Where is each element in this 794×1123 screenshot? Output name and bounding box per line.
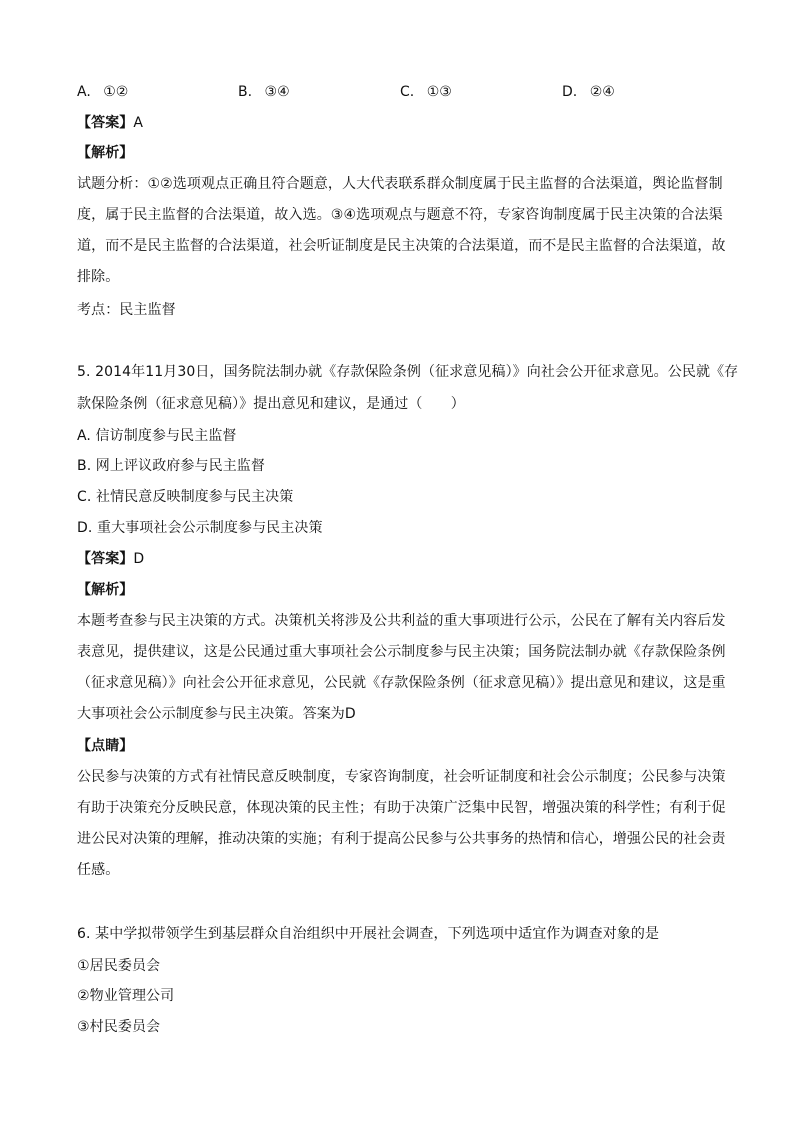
option-text: ②④: [589, 84, 615, 100]
q4-options-row: [77, 82, 737, 102]
option-text: ①③: [426, 84, 452, 100]
q5-option-a: A. 信访制度参与民主监督: [77, 428, 237, 444]
q4-analysis-line: 排除。: [77, 269, 120, 285]
q4-option-c: [400, 82, 452, 102]
q5-analysis-label: 【解析】: [77, 582, 134, 598]
option-text: ③④: [264, 84, 290, 100]
q5-stem-line: 款保险条例（征求意见稿）》提出意见和建议，是通过（ ）: [77, 396, 465, 412]
q5-dianjing-line: 公民参与决策的方式有社情民意反映制度，专家咨询制度，社会听证制度和社会公示制度；公民参与决策: [77, 769, 726, 785]
q4-analysis-line: 道，而不是民主监督的合法渠道，社会听证制度是民主决策的合法渠道，而不是民主监督的合法渠道，故: [77, 238, 726, 254]
q5-analysis-line: 大事项社会公示制度参与民主决策。答案为D: [77, 706, 356, 722]
q5-option-b: B. 网上评议政府参与民主监督: [77, 458, 266, 474]
q4-option-b: [238, 82, 290, 102]
option-letter: C.: [400, 84, 415, 100]
q6-item: ①居民委员会: [77, 958, 161, 974]
q4-option-a: [77, 82, 128, 102]
q5-option-d: D. 重大事项社会公示制度参与民主决策: [77, 520, 323, 536]
option-letter: D.: [562, 84, 578, 100]
q5-dianjing-line: 任感。: [77, 862, 120, 878]
q5-dianjing-line: 有助于决策充分反映民意，体现决策的民主性；有助于决策广泛集中民智，增强决策的科学性；有利于促: [77, 800, 726, 816]
q5-analysis-line: （征求意见稿）》向社会公开征求意见，公民就《存款保险条例（征求意见稿）》提出意见和建议，这是重: [77, 675, 726, 691]
answer-value: D: [133, 551, 145, 567]
q6-stem: 6. 某中学拟带领学生到基层群众自治组织中开展社会调查，下列选项中适宜作为调查对象的是: [77, 926, 660, 942]
q4-option-d: [562, 82, 615, 102]
q5-answer: [77, 549, 737, 569]
answer-value: A: [133, 115, 144, 131]
answer-label: 【答案】: [77, 115, 134, 131]
answer-label: 【答案】: [77, 551, 134, 567]
q5-analysis-line: 本题考查参与民主决策的方式。决策机关将涉及公共利益的重大事项进行公示，公民在了解有关内容后发: [77, 613, 726, 629]
option-text: ①②: [103, 84, 129, 100]
q5-stem-line: 5. 2014年11月30日，国务院法制办就《存款保险条例（征求意见稿）》向社会公开征求意见。公民就《存: [77, 364, 739, 380]
q6-item: ②物业管理公司: [77, 988, 175, 1004]
q6-item: ③村民委员会: [77, 1019, 161, 1035]
option-letter: A.: [77, 84, 91, 100]
q5-dianjing-label: 【点睛】: [77, 738, 134, 754]
q5-dianjing-line: 进公民对决策的理解，推动决策的实施；有利于提高公民参与公共事务的热情和信心，增强公民的社会责: [77, 831, 726, 847]
q4-answer: [77, 113, 737, 133]
q4-analysis-line: 度，属于民主监督的合法渠道，故入选。③④选项观点与题意不符，专家咨询制度属于民主决策的合法渠: [77, 207, 723, 223]
q4-analysis-line: 试题分析：①②选项观点正确且符合题意，人大代表联系群众制度属于民主监督的合法渠道，舆论监督制: [77, 176, 723, 192]
q4-analysis-label: 【解析】: [77, 145, 134, 161]
q4-kaodian: 考点：民主监督: [77, 302, 176, 318]
q5-option-c: C. 社情民意反映制度参与民主决策: [77, 489, 294, 505]
option-letter: B.: [238, 84, 253, 100]
q5-analysis-line: 表意见，提供建议，这是公民通过重大事项社会公示制度参与民主决策；国务院法制办就《存款保险条例: [77, 644, 726, 660]
